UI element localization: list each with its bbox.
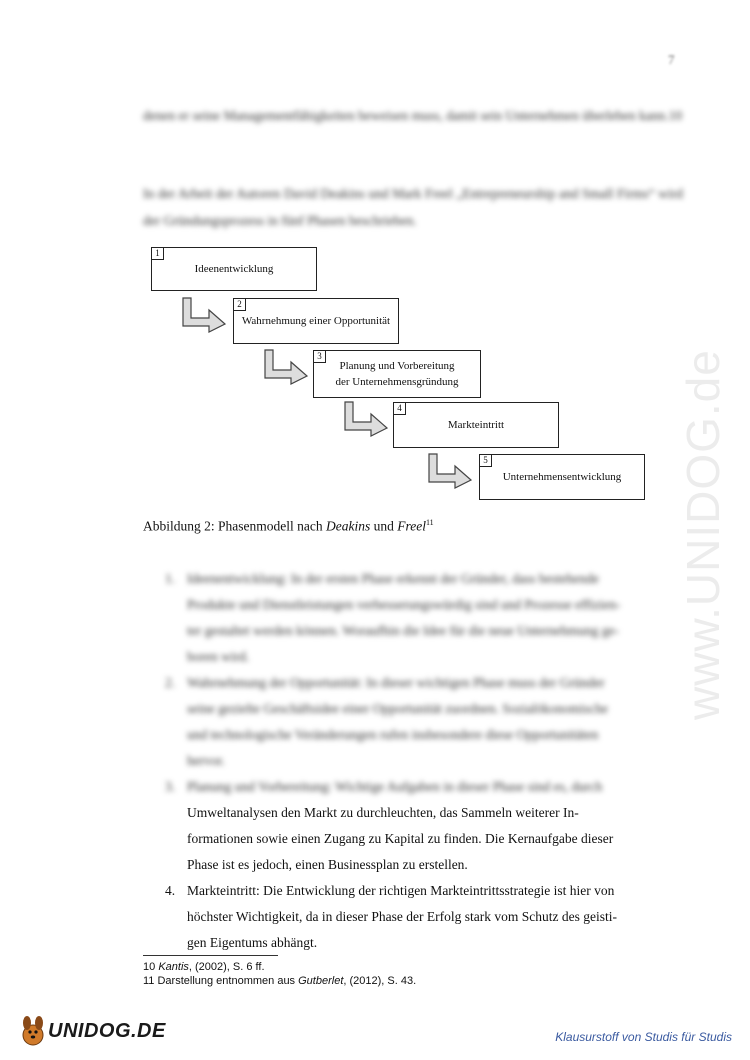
caption-mid: und — [370, 518, 398, 534]
list-number: 3. — [165, 779, 176, 794]
step-label: Planung und Vorbereitung der Unternehmensgründung — [335, 360, 459, 388]
list-item-4 — [143, 878, 683, 956]
footnote-rest: , (2002), S. 6 ff. — [188, 961, 265, 973]
footnote-10 — [143, 960, 416, 974]
phase-step-3 — [313, 350, 481, 398]
list-number: 1. — [165, 571, 176, 586]
phase-list — [143, 566, 683, 956]
step-number: 4 — [393, 402, 406, 415]
list-item-1 — [143, 566, 683, 670]
caption-author-1: Deakins — [325, 518, 371, 534]
list-line: ter gestaltet werden können. Woraufhin die Idee für die neue Unternehmung ge- — [187, 623, 619, 638]
list-number: 2. — [165, 675, 176, 690]
bent-arrow-icon — [343, 400, 391, 438]
footnote-author: Kantis — [158, 961, 189, 973]
step-number: 2 — [233, 298, 246, 311]
step-label: Markteintritt — [447, 419, 505, 431]
footnote-number: 11 — [143, 975, 155, 987]
phase-step-4 — [393, 402, 559, 448]
list-line: höchster Wichtigkeit, da in dieser Phase der Erfolg stark vom Schutz des geisti- — [187, 909, 617, 924]
phase-step-2 — [233, 298, 399, 344]
tagline: Klausurstoff von Studis für Studis — [555, 1030, 732, 1044]
intro-paragraph-2: In der Arbeit der Autoren David Deakins und Mark Freel „Entrepreneurship and Small Firms“ wird der Gründungsprozess in fünf Phasen beschrieben. — [143, 186, 683, 228]
list-line: Planung und Vorbereitung: Wichtige Aufgaben in dieser Phase sind es, durch — [187, 779, 603, 794]
phase-step-5 — [479, 454, 645, 500]
step-label: Unternehmensentwicklung — [502, 471, 622, 483]
caption-author-2: Freel — [397, 518, 426, 534]
caption-footnote-ref: 11 — [425, 518, 434, 527]
unidog-logo[interactable] — [18, 1015, 166, 1047]
bent-arrow-icon — [263, 348, 311, 386]
list-item-2 — [143, 670, 683, 774]
intro-paragraph-1: denen er seine Managementfähigkeiten beweisen muss, damit sein Unternehmen überleben kann.10 — [143, 108, 683, 123]
step-label: Ideenentwicklung — [194, 263, 274, 275]
list-line: Markteintritt: Die Entwicklung der richtigen Markteintrittsstrategie ist hier von — [187, 883, 615, 898]
list-item-3 — [143, 774, 683, 878]
list-number: 4. — [165, 883, 176, 898]
footnotes — [143, 960, 416, 988]
footnote-author: Gutberlet — [298, 975, 344, 987]
step-label: Wahrnehmung einer Opportunität — [241, 315, 391, 327]
list-line: Produkte und Dienstleistungen verbesserungswürdig sind und Prozesse effizien- — [187, 597, 621, 612]
footnote-number: 10 — [143, 961, 156, 973]
list-line: Wahrnehmung der Opportunität: In dieser wichtigen Phase muss der Gründer — [187, 675, 605, 690]
step-number: 1 — [151, 247, 164, 260]
list-line: Ideenentwicklung: In der ersten Phase erkennt der Gründer, dass bestehende — [187, 571, 599, 586]
list-line: boren wird. — [187, 649, 250, 664]
list-line: hervor. — [187, 753, 225, 768]
list-line: und technologische Veränderungen rufen insbesondere diese Opportunitäten — [187, 727, 599, 742]
logo-text: UNIDOG.DE — [48, 1019, 166, 1042]
list-line: Umweltanalysen den Markt zu durchleuchten, das Sammeln weiterer In- — [187, 805, 579, 820]
phase-step-1 — [151, 247, 317, 291]
phase-diagram — [143, 240, 653, 510]
bent-arrow-icon — [427, 452, 475, 490]
list-line: formationen sowie einen Zugang zu Kapital zu finden. Die Kernaufgabe dieser — [187, 831, 614, 846]
caption-prefix: Abbildung 2: Phasenmodell nach — [143, 518, 326, 534]
list-line: Phase ist es jedoch, einen Businessplan zu erstellen. — [187, 857, 468, 872]
footnote-11 — [143, 974, 416, 988]
step-number: 3 — [313, 350, 326, 363]
page-number: 7 — [668, 52, 675, 67]
step-number: 5 — [479, 454, 492, 467]
figure-caption — [143, 518, 434, 535]
bent-arrow-icon — [181, 296, 229, 334]
dog-mascot-icon — [18, 1015, 48, 1047]
footnote-rest: , (2012), S. 43. — [343, 975, 417, 987]
footnote-prefix: Darstellung entnommen aus — [157, 975, 299, 987]
watermark — [675, 280, 735, 720]
footnote-divider — [143, 955, 278, 956]
watermark-text: www.UNIDOG.de — [677, 349, 729, 720]
list-line: gen Eigentums abhängt. — [187, 935, 318, 950]
list-line: seine gezielte Geschäftsidee einer Opportunität zuordnen. Sozialökonomische — [187, 701, 608, 716]
